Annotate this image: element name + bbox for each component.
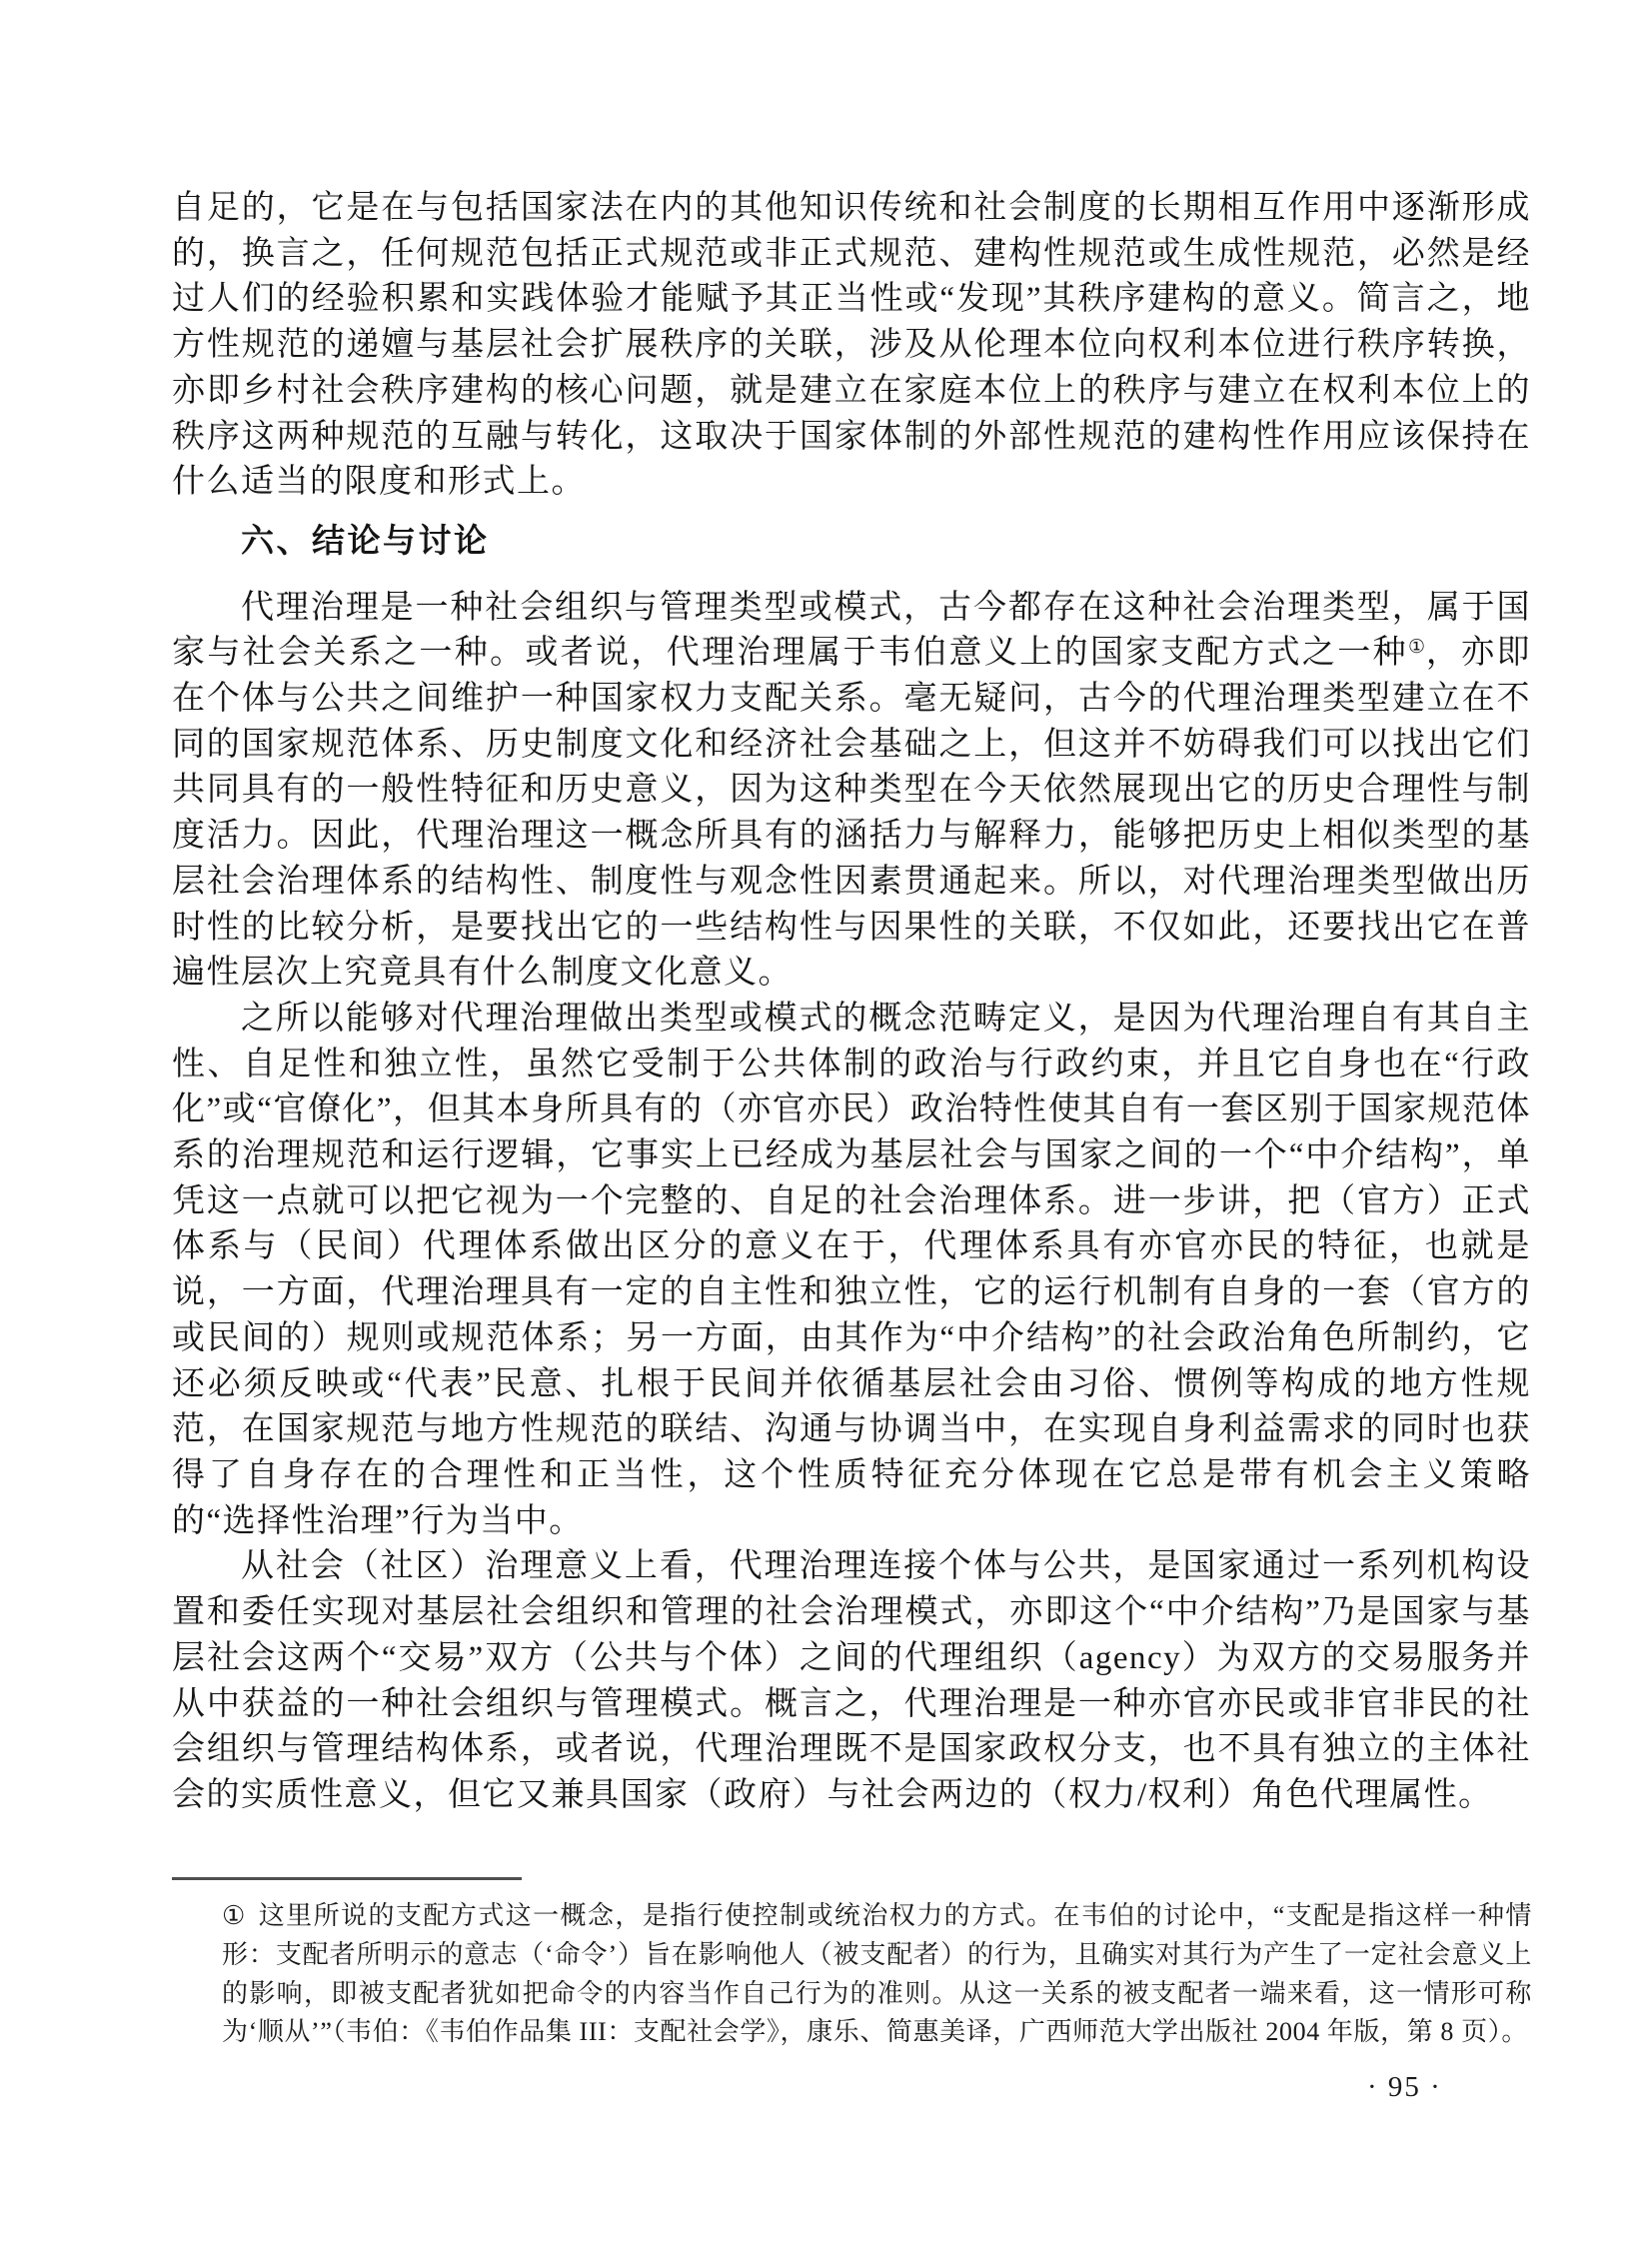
footnote-separator-line <box>172 1877 522 1880</box>
page-body <box>172 186 1531 1819</box>
footnote-text: 这里所说的支配方式这一概念，是指行使控制或统治权力的方式。在韦伯的讨论中，“支配是指这样一种情形：支配者所明示的意志（‘命令’）旨在影响他人（被支配者）的行为，且确实对其行为产生了一定社会意义上的影响，即被支配者犹如把命令的内容当作自己行为的准则。从这一关系的被支配者一端来看，这一情形可称为‘顺从’”（韦伯：《韦伯作品集 III：支配社会学》，康乐、简惠美译，广西师范大学出版社 2004 年版，第 8 页）。 <box>222 1901 1532 2047</box>
paragraph-continuation: 自足的，它是在与包括国家法在内的其他知识传统和社会制度的长期相互作用中逐渐形成的，换言之，任何规范包括正式规范或非正式规范、建构性规范或生成性规范，必然是经过人们的经验积累和实践体验才能赋予其正当性或“发现”其秩序建构的意义。简言之，地方性规范的递嬗与基层社会扩展秩序的关联，涉及从伦理本位向权利本位进行秩序转换，亦即乡村社会秩序建构的核心问题，就是建立在家庭本位上的秩序与建立在权利本位上的秩序这两种规范的互融与转化，这取决于国家体制的外部性规范的建构性作用应该保持在什么适当的限度和形式上。 <box>172 190 1531 501</box>
footnote <box>222 1897 1532 2052</box>
paragraph-community-governance: 从社会（社区）治理意义上看，代理治理连接个体与公共，是国家通过一系列机构设置和委任实现对基层社会组织和管理的社会治理模式，亦即这个“中介结构”乃是国家与基层社会这两个“交易”双方（公共与个体）之间的代理组织（agency）为双方的交易服务并从中获益的一种社会组织与管理模式。概言之，代理治理是一种亦官亦民或非官非民的社会组织与管理结构体系，或者说，代理治理既不是国家政权分支，也不具有独立的主体社会的实质性意义，但它又兼具国家（政府）与社会两边的（权力/权利）角色代理属性。 <box>172 1548 1531 1813</box>
paragraph-text: 代理治理是一种社会组织与管理类型或模式，古今都存在这种社会治理类型，属于国家与社会关系之一种。或者说，代理治理属于韦伯意义上的国家支配方式之一种 <box>172 589 1531 672</box>
section-heading: 六、结论与讨论 <box>241 521 490 559</box>
paragraph-text-continued: ，亦即在个体与公共之间维护一种国家权力支配关系。毫无疑问，古今的代理治理类型建立在不同的国家规范体系、历史制度文化和经济社会基础之上，但这并不妨碍我们可以找出它们共同具有的一般性特征和历史意义，因为这种类型在今天依然展现出它的历史合理性与制度活力。因此，代理治理这一概念所具有的涵括力与解释力，能够把历史上相似类型的基层社会治理体系的结构性、制度性与观念性因素贯通起来。所以，对代理治理类型做出历时性的比较分析，是要找出它的一些结构性与因果性的关联，不仅如此，还要找出它在普遍性层次上究竟具有什么制度文化意义。 <box>172 635 1531 992</box>
paragraph-concept-definition: 之所以能够对代理治理做出类型或模式的概念范畴定义，是因为代理治理自有其自主性、自足性和独立性，虽然它受制于公共体制的政治与行政约束，并且它自身也在“行政化”或“官僚化”，但其本身所具有的（亦官亦民）政治特性使其自有一套区别于国家规范体系的治理规范和运行逻辑，它事实上已经成为基层社会与国家之间的一个“中介结构”，单凭这一点就可以把它视为一个完整的、自足的社会治理体系。进一步讲，把（官方）正式体系与（民间）代理体系做出区分的意义在于，代理体系具有亦官亦民的特征，也就是说，一方面，代理治理具有一定的自主性和独立性，它的运行机制有自身的一套（官方的或民间的）规则或规范体系；另一方面，由其作为“中介结构”的社会政治角色所制约，它还必须反映或“代表”民意、扎根于民间并依循基层社会由习俗、惯例等构成的地方性规范，在国家规范与地方性规范的联结、沟通与协调当中，在实现自身利益需求的同时也获得了自身存在的合理性和正当性，这个性质特征充分体现在它总是带有机会主义策略的“选择性治理”行为当中。 <box>172 1000 1531 1539</box>
paragraph-agency-governance <box>172 586 1531 997</box>
footnote-reference-marker: ① <box>1407 637 1426 659</box>
footnote-marker: ① <box>222 1901 247 1930</box>
page-number: · 95 · <box>1367 2071 1442 2103</box>
